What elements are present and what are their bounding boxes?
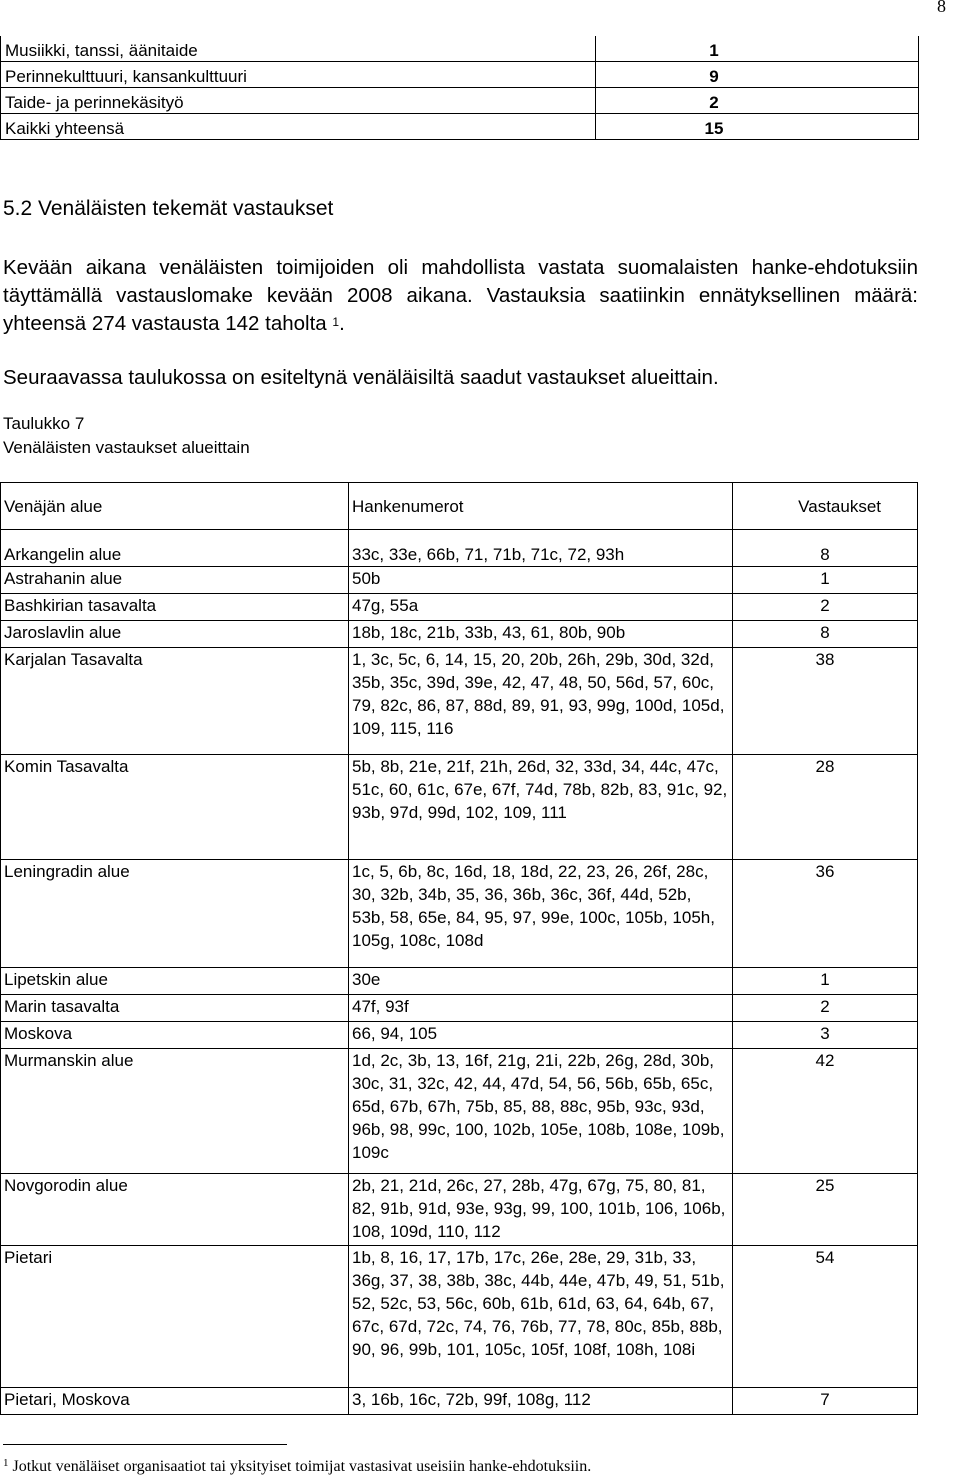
projects-cell: 1, 3c, 5c, 6, 14, 15, 20, 20b, 26h, 29b, 30d, 32d, 35b, 35c, 39d, 39e, 42, 47, 48, 50, 56d, 57, 60c, 79, 82c, 86, 87, 88d, 89, 91, 93, 99g, 100d, 105d, 109, 115, 116 (349, 648, 733, 755)
region-cell: Jaroslavlin alue (1, 621, 349, 648)
count-cell: 25 (733, 1174, 918, 1246)
table-row (1, 1049, 918, 1174)
count-cell: 42 (733, 1049, 918, 1174)
table-row (1, 648, 918, 755)
region-cell: Marin tasavalta (1, 995, 349, 1022)
summary-label: Taide- ja perinnekäsityö (1, 88, 596, 114)
summary-row (1, 88, 919, 114)
header-projects: Hankenumerot (349, 483, 733, 530)
projects-cell: 33c, 33e, 66b, 71, 71b, 71c, 72, 93h (349, 530, 733, 567)
table-row (1, 1388, 918, 1415)
count-cell: 36 (733, 860, 918, 968)
intro-paragraph-text: Kevään aikana venäläisten toimijoiden oli mahdollista vastata suomalaisten hanke-ehdotuksiin täyttämällä vastauslomake kevään 2008 aikana. Vastauksia saatiinkin ennätyksellinen määrä: yhteensä 274 vastausta 142 taholta (3, 256, 918, 335)
footnote (3, 1458, 591, 1476)
table-row (1, 1246, 918, 1388)
region-cell: Karjalan Tasavalta (1, 648, 349, 755)
responses-table (0, 482, 918, 1415)
table-number: Taulukko 7 (3, 414, 85, 433)
region-cell: Leningradin alue (1, 860, 349, 968)
summary-table (0, 36, 919, 140)
count-cell: 2 (733, 995, 918, 1022)
summary-row (1, 36, 919, 62)
footnote-marker: 1 (3, 1457, 9, 1469)
page-number: 8 (937, 0, 946, 16)
count-cell: 8 (733, 530, 918, 567)
region-cell: Murmanskin alue (1, 1049, 349, 1174)
projects-cell: 30e (349, 968, 733, 995)
table-caption (3, 412, 250, 460)
region-cell: Lipetskin alue (1, 968, 349, 995)
region-cell: Arkangelin alue (1, 530, 349, 567)
count-cell: 28 (733, 755, 918, 860)
header-region: Venäjän alue (1, 483, 349, 530)
count-cell: 1 (733, 567, 918, 594)
projects-cell: 1b, 8, 16, 17, 17b, 17c, 26e, 28e, 29, 31b, 33, 36g, 37, 38, 38b, 38c, 44b, 44e, 47b, 49, 51, 51b, 52, 52c, 53, 56c, 60b, 61b, 61d, 63, 64, 64b, 67, 67c, 67d, 72c, 74, 76, 76b, 77, 78, 80c, 85b, 88b, 90, 96, 99b, 101, 105c, 105f, 108f, 108h, 108i (349, 1246, 733, 1388)
projects-cell: 47f, 93f (349, 995, 733, 1022)
count-cell: 2 (733, 594, 918, 621)
table-intro-paragraph: Seuraavassa taulukossa on esiteltynä venäläisiltä saadut vastaukset alueittain. (3, 366, 719, 389)
summary-row (1, 114, 919, 140)
table-row (1, 755, 918, 860)
region-cell: Pietari (1, 1246, 349, 1388)
region-cell: Novgorodin alue (1, 1174, 349, 1246)
projects-cell: 5b, 8b, 21e, 21f, 21h, 26d, 32, 33d, 34, 44c, 47c, 51c, 60, 61c, 67e, 67f, 74d, 78b, 82b, 83, 91c, 92, 93b, 97d, 99d, 102, 109, 111 (349, 755, 733, 860)
section-heading: 5.2 Venäläisten tekemät vastaukset (3, 197, 334, 220)
table-row (1, 995, 918, 1022)
table-row (1, 567, 918, 594)
table-row (1, 594, 918, 621)
footnote-separator (3, 1444, 287, 1445)
projects-cell: 50b (349, 567, 733, 594)
table-row (1, 860, 918, 968)
intro-paragraph-end: . (339, 312, 345, 335)
region-cell: Bashkirian tasavalta (1, 594, 349, 621)
projects-cell: 66, 94, 105 (349, 1022, 733, 1049)
footnote-reference[interactable]: 1 (332, 315, 340, 329)
count-cell: 8 (733, 621, 918, 648)
header-count: Vastaukset (733, 483, 918, 530)
footnote-text: Jotkut venäläiset organisaatiot tai yksityiset toimijat vastasivat useisiin hanke-ehdotuksiin. (12, 1458, 592, 1475)
summary-row (1, 62, 919, 88)
region-cell: Komin Tasavalta (1, 755, 349, 860)
projects-cell: 1c, 5, 6b, 8c, 16d, 18, 18d, 22, 23, 26, 26f, 28c, 30, 32b, 34b, 35, 36, 36b, 36c, 36f, 44d, 52b, 53b, 58, 65e, 84, 95, 97, 99e, 100c, 105b, 105h, 105g, 108c, 108d (349, 860, 733, 968)
region-cell: Astrahanin alue (1, 567, 349, 594)
region-cell: Pietari, Moskova (1, 1388, 349, 1415)
summary-label: Kaikki yhteensä (1, 114, 596, 140)
summary-value: 9 (596, 62, 919, 88)
table-header-row (1, 483, 918, 530)
table-row (1, 1174, 918, 1246)
projects-cell: 1d, 2c, 3b, 13, 16f, 21g, 21i, 22b, 26g, 28d, 30b, 30c, 31, 32c, 42, 44, 47d, 54, 56, 56b, 65b, 65c, 65d, 67b, 67h, 75b, 85, 88, 88c, 95b, 93c, 93d, 96b, 98, 99c, 100, 102b, 105e, 108b, 108e, 109b, 109c (349, 1049, 733, 1174)
projects-cell: 18b, 18c, 21b, 33b, 43, 61, 80b, 90b (349, 621, 733, 648)
summary-label: Perinnekulttuuri, kansankulttuuri (1, 62, 596, 88)
count-cell: 7 (733, 1388, 918, 1415)
count-cell: 38 (733, 648, 918, 755)
count-cell: 1 (733, 968, 918, 995)
summary-value: 15 (596, 114, 919, 140)
table-title: Venäläisten vastaukset alueittain (3, 438, 250, 457)
region-cell: Moskova (1, 1022, 349, 1049)
table-row (1, 530, 918, 567)
table-row (1, 621, 918, 648)
summary-label: Musiikki, tanssi, äänitaide (1, 36, 596, 62)
summary-value: 1 (596, 36, 919, 62)
projects-cell: 2b, 21, 21d, 26c, 27, 28b, 47g, 67g, 75, 80, 81, 82, 91b, 91d, 93e, 93g, 99, 100, 101b, 106, 106b, 108, 109d, 110, 112 (349, 1174, 733, 1246)
intro-paragraph (3, 254, 918, 338)
projects-cell: 3, 16b, 16c, 72b, 99f, 108g, 112 (349, 1388, 733, 1415)
projects-cell: 47g, 55a (349, 594, 733, 621)
table-row (1, 1022, 918, 1049)
count-cell: 3 (733, 1022, 918, 1049)
summary-value: 2 (596, 88, 919, 114)
count-cell: 54 (733, 1246, 918, 1388)
table-row (1, 968, 918, 995)
